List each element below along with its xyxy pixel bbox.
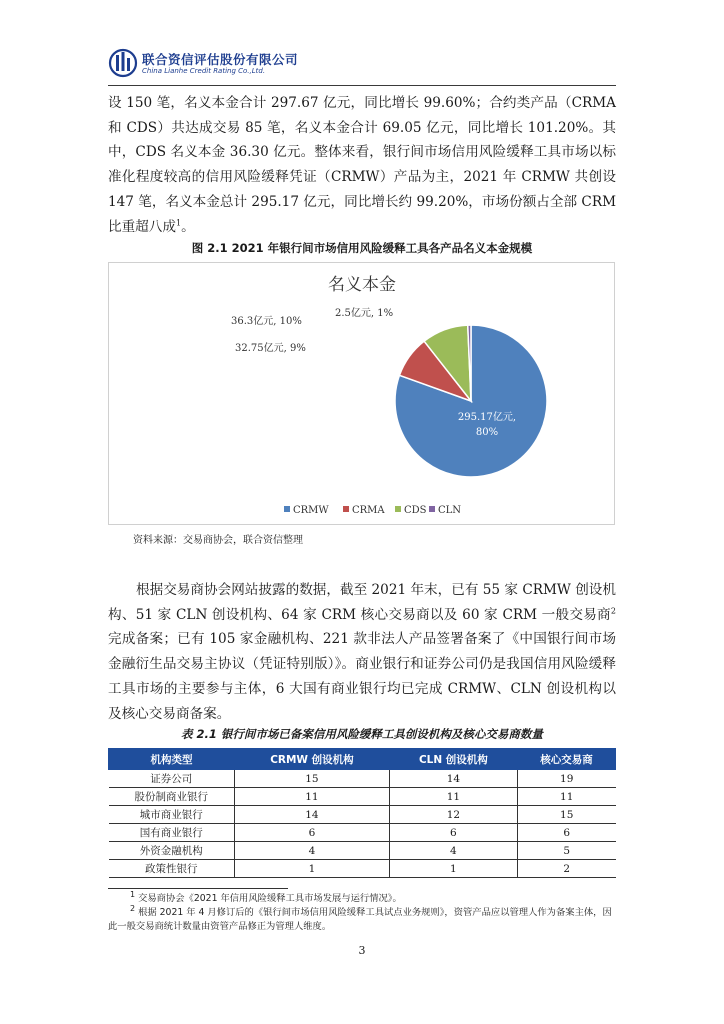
table-cell: 6 xyxy=(389,824,517,842)
table-cell: 19 xyxy=(517,770,615,788)
chart-title: 名义本金 xyxy=(328,275,396,295)
footnote-mark: 1 xyxy=(130,889,136,899)
legend-swatch-crmw xyxy=(284,506,290,512)
footnote-text: 交易商协会《2021 年信用风险缓释工具市场发展与运行情况》。 xyxy=(138,893,402,904)
table-cell: 12 xyxy=(389,806,517,824)
body-paragraph-1 xyxy=(108,91,616,239)
company-logo-icon xyxy=(108,48,138,78)
footnote-ref-2[interactable]: 2 xyxy=(610,606,616,616)
legend-label-crma: CRMA xyxy=(352,505,385,516)
pie-chart-svg xyxy=(109,263,616,526)
table-cell: 11 xyxy=(235,788,390,806)
legend-label-crmw: CRMW xyxy=(293,505,329,516)
table-cell: 11 xyxy=(389,788,517,806)
col-header: CLN 创设机构 xyxy=(389,749,517,770)
table-cell: 1 xyxy=(235,860,390,878)
table-cell: 15 xyxy=(517,806,615,824)
col-header: CRMW 创设机构 xyxy=(235,749,390,770)
table-row xyxy=(109,788,616,806)
table-cell: 6 xyxy=(517,824,615,842)
table-cell: 证券公司 xyxy=(109,770,235,788)
footnote-ref-1[interactable]: 1 xyxy=(175,217,182,227)
table-cell: 4 xyxy=(389,842,517,860)
table-cell: 15 xyxy=(235,770,390,788)
table-row xyxy=(109,770,616,788)
table-cell: 14 xyxy=(389,770,517,788)
figure-caption: 图 2.1 2021 年银行间市场信用风险缓释工具各产品名义本金规模 xyxy=(191,241,533,255)
legend-label-cds: CDS xyxy=(404,505,427,516)
data-label-crmw-pct: 80% xyxy=(475,427,499,438)
legend-swatch-crma xyxy=(343,506,349,512)
col-header: 机构类型 xyxy=(109,749,235,770)
footnote-divider xyxy=(108,888,288,889)
table-cell: 5 xyxy=(517,842,615,860)
col-header: 核心交易商 xyxy=(517,749,615,770)
footnote-2 xyxy=(108,903,616,933)
source-note: 资料来源：交易商协会，联合资信整理 xyxy=(133,535,303,546)
footnote-1 xyxy=(108,889,616,906)
table-cell: 11 xyxy=(517,788,615,806)
legend-swatch-cds xyxy=(395,506,401,512)
footnote-mark: 2 xyxy=(130,903,136,913)
legend-label-cln: CLN xyxy=(438,505,462,516)
table-cell: 城市商业银行 xyxy=(109,806,235,824)
paragraph-1-text: 设 150 笔，名义本金合计 297.67 亿元，同比增长 99.60%；合约类产品（CRMA 和 CDS）共达成交易 85 笔，名义本金合计 69.05 亿元，同比增长 101.20%。其中，CDS 名义本金 36.30 亿元。整体来看，银行间市场信用风险缓释工具市场以标准化程度较高的信用风险缓释凭证（CRMW）产品为主，2021 年 CRMW 共创设 147 笔，名义本金总计 295.17 亿元，同比增长约 99.20%，市场份额占全部 CRM 比重超八成 xyxy=(108,95,616,235)
header-divider xyxy=(108,85,616,86)
table-cell: 2 xyxy=(517,860,615,878)
table-row xyxy=(109,824,616,842)
table-row xyxy=(109,842,616,860)
paragraph-2-end: 完成备案；已有 105 家金融机构、221 款非法人产品签署备案了《中国银行间市场金融衍生品交易主协议（凭证特别版）》。商业银行和证券公司仍是我国信用风险缓释工具市场的主要参与主体，6 大国有商业银行均已完成 CRMW、CLN 创设机构以及核心交易商备案。 xyxy=(108,631,616,722)
data-label-crma: 32.75亿元, 9% xyxy=(235,343,306,354)
page-header xyxy=(108,46,616,82)
table-cell: 6 xyxy=(235,824,390,842)
paragraph-1-end: 。 xyxy=(181,218,195,235)
company-name-en: China Lianhe Credit Rating Co.,Ltd. xyxy=(142,67,266,75)
body-paragraph-2 xyxy=(108,578,616,726)
table-cell: 1 xyxy=(389,860,517,878)
data-label-crmw: 295.17亿元, xyxy=(457,412,517,423)
legend-swatch-cln xyxy=(429,506,435,512)
table-cell: 股份制商业银行 xyxy=(109,788,235,806)
table-cell: 政策性银行 xyxy=(109,860,235,878)
table-row xyxy=(109,806,616,824)
table-cell: 14 xyxy=(235,806,390,824)
paragraph-2-text: 根据交易商协会网站披露的数据，截至 2021 年末，已有 55 家 CRMW 创设机构、51 家 CLN 创设机构、64 家 CRM 核心交易商以及 60 家 CRM 一般交易商 xyxy=(108,582,616,623)
table-cell: 4 xyxy=(235,842,390,860)
table-row xyxy=(109,860,616,878)
data-label-cln: 2.5亿元, 1% xyxy=(335,308,394,319)
table-header-row xyxy=(109,749,616,770)
pie-chart xyxy=(108,262,615,525)
table-cell: 国有商业银行 xyxy=(109,824,235,842)
table-cell: 外资金融机构 xyxy=(109,842,235,860)
data-label-cds: 36.3亿元, 10% xyxy=(231,316,302,327)
page-number: 3 xyxy=(358,944,366,957)
footnote-text: 根据 2021 年 4 月修订后的《银行间市场信用风险缓释工具试点业务规则》，资管产品应以管理人作为备案主体，因此一般交易商统计数量由资管产品修正为管理人维度。 xyxy=(108,907,612,932)
company-name-cn: 联合资信评估股份有限公司 xyxy=(142,52,299,67)
institutions-table xyxy=(108,748,616,878)
table-caption: 表 2.1 银行间市场已备案信用风险缓释工具创设机构及核心交易商数量 xyxy=(181,727,543,741)
